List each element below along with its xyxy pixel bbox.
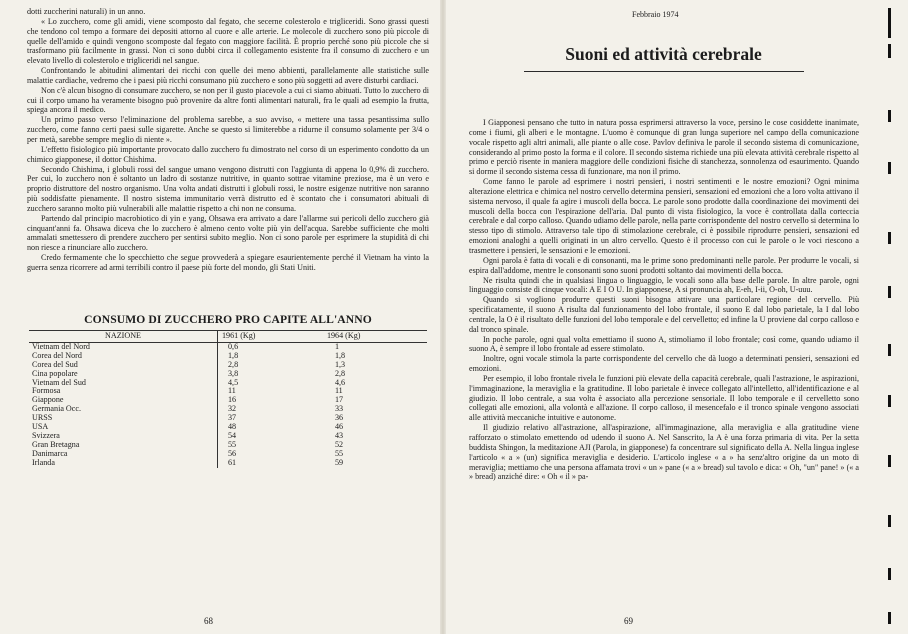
cell-nation: Corea del Nord: [29, 352, 218, 361]
right-text-column: [469, 118, 859, 482]
paragraph: Il giudizio relativo all'astrazione, all'aspirazione, all'immaginazione, alla meraviglia e alla gratitudine viene rafforzato o stimolato emettendo od udendo il suono A. Nel Sanscrito, la A è una forza primaria di vita. Per la setta buddista Shingon, la meditazione AJI (Parola, in giapponese) fa concentrare sul significato della A. Nella lingua inglese l'articolo « a » (un) significa meraviglia e desiderio. L'articolo inglese « a » ha senz'altro origine da un moto di meraviglia; mettiamo che una persona affamata trovi « un » pane (« a » bread) sul tavolo e dica: « Oh, "un" pane! » (« a » bread) anziché dire: « Oh « il » pa-: [469, 423, 859, 482]
scan-mark: [888, 162, 891, 174]
table-row: [29, 459, 427, 468]
paragraph: Per esempio, il lobo frontale rivela le funzioni più elevate della capacità cerebrale, quali l'astrazione, le aspirazioni, l'immaginazione, la meraviglia e la gratitudine. Il lobo parietale è invece collegato all'intelletto, all'identificazione e al giudizio. Il lobo centrale, a sua volta è associato alla percezione sensoriale. Il lobo temporale e il cervelletto sono collegati alle emozioni, alla volontà e all'azione. Il corpo calloso, il mesencefalo e il tronco spinale vengono associati alle attività meccaniche intuitive e autonome.: [469, 373, 859, 423]
cell-1961: 1,8: [228, 350, 239, 360]
cell-1961: 54: [228, 430, 237, 440]
cell-1961: 3,8: [228, 368, 239, 378]
cell-1964: 46: [334, 422, 344, 432]
cell-1961: 16: [228, 395, 237, 405]
title-rule: [524, 71, 804, 72]
cell-nation: Svizzera: [29, 432, 218, 441]
cell-nation: USA: [29, 423, 218, 432]
cell-1961: 0,6: [228, 341, 239, 351]
cell-1961: 2,8: [228, 359, 239, 369]
column-header-1964: 1964 (Kg): [323, 331, 427, 343]
table-header-row: [29, 331, 427, 343]
cell-nation: URSS: [29, 414, 218, 423]
paragraph: Credo fermamente che lo specchietto che segue provvederà a spiegare esaurientemente perché il Vietnam ha vinto la guerra senza ricorrere ad armi terribili contro il paese più forte del mondo, gli Stati Uniti.: [27, 253, 429, 272]
scan-mark: [888, 44, 891, 58]
cell-1964: 52: [334, 439, 344, 449]
cell-nation: Vietnam del Sud: [29, 379, 218, 388]
cell-nation: Gran Bretagna: [29, 441, 218, 450]
cell-1964: 36: [334, 413, 344, 423]
cell-1964: 17: [334, 395, 344, 405]
cell-nation: Cina popolare: [29, 370, 218, 379]
scan-edge-marks: [881, 0, 908, 634]
cell-nation: Formosa: [29, 387, 218, 396]
article-title: Suoni ed attività cerebrale: [565, 44, 762, 64]
paragraph: In poche parole, ogni qual volta emettiamo il suono A, stimoliamo il lobo frontale; così come, quando udiamo il suono A, è sempre il lobo frontale ad essere stimolato.: [469, 334, 859, 354]
paragraph: Non c'è alcun bisogno di consumare zucchero, se non per il gusto piacevole a cui ci siamo abituati. Tutto lo zucchero di cui il corpo umano ha veramente bisogno può provenire da altre fonti alimentari naturali, fra le quali ad esempio la frutta, spiega ancora il medico.: [27, 85, 429, 115]
cell-1961: 61: [228, 457, 237, 467]
paragraph: Quando si vogliono produrre questi suoni bisogna attivare una particolare regione del cervello. Più specificatamente, il suono A risulta dal funzionamento del lobo frontale, il suono E dal lobo parietale, la I dal lobo centrale, la O è il risultato delle funzioni del lobo temporale e del cervelletto; ed infine la U proviene dal corpo calloso e dal tronco spinale.: [469, 295, 859, 334]
cell-1964: 2,8: [334, 368, 346, 378]
cell-1961: 37: [228, 413, 237, 423]
scan-mark: [888, 395, 891, 407]
paragraph: Secondo Chishima, i globuli rossi del sangue umano vengono distrutti con l'aggiunta di appena lo 0,9% di zucchero. Per cui, lo zucchero non è soltanto un ladro di sostanze nutritive, in quanto sottrae vitamine preziose, ma è un vero e proprio distruttore del nostro organismo. Una volta andati distrutti i globuli rossi, le nostre esigenze nutritive non saranno più soddisfatte pienamente. Il nostro sistema immunitario verrà distrutto ed è scontato che i consumatori abituali di zucchero saranno molto più vulnerabili alle malattie rispetto a chi non ne consuma.: [27, 164, 429, 213]
paragraph: I Giapponesi pensano che tutto in natura possa esprimersi attraverso la voce, persino le cose cosiddette inanimate, come i fiumi, gli alberi e le montagne. L'uomo è comunque di gran lunga superiore nel campo della comunicazione vocale rispetto agli altri animali, alle piante o alle cose. Pavlov definiva le parole il secondo sistema di comunicazione, considerando al primo posto la forma e il colore. Il secondo sistema richiede una più elevata attività cerebrale rispetto al primo e perciò risente in maniera maggiore delle condizioni fisiche di stanchezza, sonnolenza od esaurimento. Quando si dorme il secondo sistema cessa di funzionare, ma non il primo.: [469, 118, 859, 177]
paragraph: « Lo zucchero, come gli amidi, viene scomposto dal fegato, che secerne colesterolo e trigliceridi. Sono grassi questi che tendono col tempo a formare dei depositi attorno al cuore e alle arterie. Le molecole di zucchero sono più piccole di quelle dell'amido e quindi vengono scomposte dal fegato con maggiore facilità. È proprio perché sono più piccole che si trasformano più facilmente in grassi. Non ci sono dubbi circa il collegamento esistente fra il consumo di zucchero e un elevato livello di colesterolo e trigliceridi nel sangue.: [27, 16, 429, 66]
scan-mark: [888, 568, 891, 580]
right-page: [446, 0, 881, 634]
table-body: [29, 342, 427, 467]
cell-1961: 55: [228, 439, 237, 449]
scan-mark: [888, 455, 891, 467]
cell-1964: 1,8: [334, 350, 346, 360]
paragraph: Partendo dal principio macrobiotico di yin e yang, Ohsawa era arrivato a dare l'allarme sui pericoli dello zucchero già cinquant'anni fa. Ohsawa diceva che lo zucchero è almeno cento volte più yin dell'acqua. Sarebbe sufficiente che molti ammalati smettessero di prendere zucchero per sentirsi subito meglio. Non ci sono parole per esprimere la stupidità di chi non riesce a rinunciare allo zucchero.: [27, 213, 429, 253]
running-head-date: Febbraio 1974: [632, 10, 679, 19]
paragraph: Confrontando le abitudini alimentari dei ricchi con quelle dei meno abbienti, parallelamente alle statistiche sulle malattie cardiache, vedremo che i paesi più ricchi consumano più zucchero e sono più soggetti ad avere disturbi cardiaci.: [27, 66, 429, 85]
left-page: [0, 0, 443, 634]
cell-nation: Vietnam del Nord: [29, 342, 218, 351]
cell-1961: 56: [228, 448, 237, 458]
scan-mark: [888, 344, 891, 356]
cell-1964: 1,3: [334, 359, 346, 369]
cell-1961: 11: [228, 386, 236, 396]
cell-nation: Danimarca: [29, 450, 218, 459]
cell-1961: 4,5: [228, 377, 239, 387]
scan-mark: [888, 612, 891, 624]
cell-1964: 1: [334, 341, 339, 351]
sugar-consumption-table: [29, 330, 427, 468]
paragraph: Ogni parola è fatta di vocali e di consonanti, ma le prime sono predominanti nelle parole. Per produrre le vocali, si espira dall'addome, mentre le consonanti sono suoni prodotti soltanto dai movimenti della bocca.: [469, 255, 859, 275]
paragraph: Un primo passo verso l'eliminazione del problema sarebbe, a suo avviso, « mettere una tassa pesantissima sullo zucchero, come fanno certi paesi sulle sigarette. Anche se questo si limiterebbe a ridurne il consumo solamente per 3/4 o per metà, sarebbe sempre meglio di niente ».: [27, 115, 429, 144]
cell-1961: 48: [228, 422, 237, 432]
column-header-nation: NAZIONE: [29, 331, 218, 343]
cell-nation: Irlanda: [29, 459, 218, 468]
paragraph: Come fanno le parole ad esprimere i nostri pensieri, i nostri sentimenti e le nostre emozioni? Ogni minima alterazione elettrica e chimica nel nostro cervello determina pensieri, sensazioni ed emozioni che a loro volta attivano il sistema nervoso, il quale fa agire i muscoli della bocca. Le parole sono prodotte dalla coordinazione dei movimenti dei muscoli della bocca con l'espirazione dell'aria. Dal punto di vista fisiologico, la voce è controllata dalla corteccia cerebrale e dal corpo calloso. Quando udiamo delle parole, nella parte corrispondente del nostro cervello si determina lo stesso tipo di stimolo. Attraverso tale tipo di stimolazione cerebrale, ci è possibile riprodurre pensieri, sensazioni ed emozioni analoghi a quelli originati in un altro cervello. Questo è il processo con cui le parole o le voci riescono a trasmettere i pensieri, le sensazioni e le emozioni.: [469, 177, 859, 255]
cell-1964: 55: [334, 448, 344, 458]
page-number: 69: [624, 616, 633, 626]
scan-mark: [888, 232, 891, 244]
paragraph: dotti zuccherini naturali) in un anno.: [27, 7, 146, 16]
scan-mark: [888, 515, 891, 527]
paragraph: Ne risulta quindi che in qualsiasi lingua o linguaggio, le vocali sono alla base delle parole. In altre parole, ogni linguaggio consiste di cinque vocali: A E I O U. In giapponese, A si pronuncia ah, E-eh, I-ii, O-oh, U-uuu.: [469, 275, 859, 295]
table-title: CONSUMO DI ZUCCHERO PRO CAPITE ALL'ANNO: [84, 313, 372, 326]
cell-nation: Corea del Sud: [29, 361, 218, 370]
paragraph: L'effetto fisiologico più importante provocato dallo zucchero fu dimostrato nel corso di un esperimento condotto da un chimico giapponese, il dottor Chishima.: [27, 144, 429, 164]
cell-1961: 32: [228, 404, 237, 414]
cell-1964: 43: [334, 430, 344, 440]
cell-1964: 33: [334, 404, 344, 414]
page-number: 68: [204, 616, 213, 626]
paragraph: Inoltre, ogni vocale stimola la parte corrispondente del cervello che dà luogo a determinati pensieri, sensazioni ed emozioni.: [469, 354, 859, 374]
cell-nation: Giappone: [29, 396, 218, 405]
cell-nation: Germania Occ.: [29, 405, 218, 414]
cell-1964: 59: [334, 457, 344, 467]
scan-mark: [888, 110, 891, 122]
cell-1964: 11: [334, 386, 343, 396]
column-header-1961: 1961 (Kg): [218, 331, 323, 343]
scan-mark: [888, 286, 891, 298]
cell-1964: 4,6: [334, 377, 346, 387]
scan-mark: [888, 8, 891, 38]
left-text-column: [27, 7, 429, 273]
